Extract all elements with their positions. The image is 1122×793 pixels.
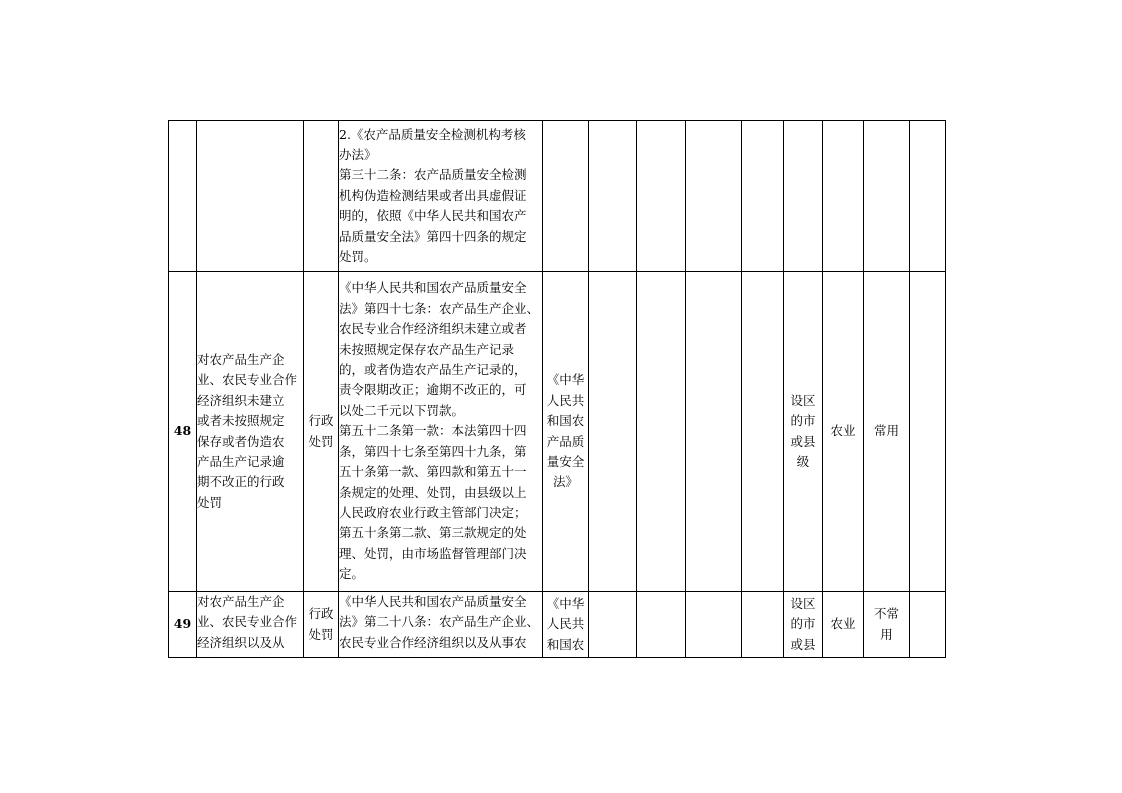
department-cell: 农业 [823,272,864,592]
empty-cell [589,121,637,272]
legal-basis-line: 人民政府农业行政主管部门决定； [339,504,527,520]
empty-cell [686,121,742,272]
empty-cell [637,592,686,658]
empty-cell [742,592,784,658]
enforcement-table [168,120,946,658]
empty-cell [589,272,637,592]
legal-basis-line: 定。 [339,566,365,582]
item-name-line: 保存或者伪造农 [197,433,285,449]
legal-basis-line: 农民专业合作经济组织未建立或者 [339,321,527,337]
level-cell [784,121,823,272]
legal-basis-cell [339,592,543,658]
empty-cell [589,592,637,658]
level-line: 级 [796,453,810,469]
law-name-line: 《中华 [546,595,585,611]
level-line: 或县 [790,636,816,652]
level-cell [784,272,823,592]
legal-basis-line: 机构伪造检测结果或者出具虚假证 [339,187,527,203]
department-cell: 农业 [823,592,864,658]
level-cell [784,592,823,658]
legal-basis-line: 农民专业合作经济组织以及从事农 [339,634,527,650]
legal-basis-line: 理、处罚，由市场监督管理部门决 [339,545,527,561]
legal-basis-line: 责令限期改正；逾期不改正的，可 [339,382,527,398]
legal-basis-line: 条规定的处理、处罚，由县级以上 [339,484,527,500]
usage-frequency-cell [864,121,910,272]
item-name-line: 对农产品生产企 [197,594,285,609]
empty-cell [686,272,742,592]
usage-line: 不常 [873,606,899,622]
usage-frequency-cell [864,592,910,658]
legal-basis-line: 第五十二条第一款：本法第四十四 [339,423,527,439]
empty-cell [686,592,742,658]
item-name-line: 业、农民专业合作 [197,372,298,388]
law-name-line: 法》 [552,474,578,490]
law-name-line: 量安全 [546,453,585,469]
level-line: 设区 [790,392,816,408]
empty-cell [637,272,686,592]
row-number: 48 [169,272,197,592]
table-row [169,592,946,658]
legal-basis-line: 品质量安全法》第四十四条的规定 [339,228,527,244]
law-name-line: 人民共 [546,392,585,408]
legal-basis-cell [339,121,543,272]
table-row [169,272,946,592]
law-name-cell [543,592,589,658]
empty-cell [910,121,946,272]
item-name-cell [197,121,304,272]
power-type-cell [304,592,339,658]
item-name-line: 期不改正的行政 [197,474,285,490]
power-type-line: 行政 [308,413,334,429]
usage-line: 常用 [873,423,899,439]
legal-basis-line: 五十条第一款、第四款和第五十一 [339,464,527,480]
power-type-line: 行政 [308,606,334,622]
law-name-line: 和国农 [546,636,585,652]
law-name-cell [543,272,589,592]
power-type-cell [304,272,339,592]
law-name-line: 产品质 [546,433,585,449]
legal-basis-line: 法》第四十七条：农产品生产企业、 [339,300,540,316]
row-number [169,121,197,272]
table-row [169,121,946,272]
power-type-line: 处罚 [308,626,334,642]
level-line: 或县 [790,433,816,449]
legal-basis-line: 第五十条第二款、第三款规定的处 [339,525,527,541]
legal-basis-line: 明的，依照《中华人民共和国农产 [339,208,527,224]
usage-frequency-cell [864,272,910,592]
level-line: 的市 [790,616,816,632]
law-name-line: 和国农 [546,413,585,429]
item-name-cell [197,592,304,658]
legal-basis-cell [339,272,543,592]
empty-cell [742,121,784,272]
item-name-line: 对农产品生产企 [197,351,285,367]
legal-basis-line: 法》第二十八条：农产品生产企业、 [339,614,540,630]
item-name-line: 经济组织未建立 [197,392,285,408]
power-type-line: 处罚 [308,433,334,449]
legal-basis-line: 《中华人民共和国农产品质量安全 [339,280,527,296]
usage-line: 用 [880,626,893,642]
power-type-cell [304,121,339,272]
legal-basis-line: 的，或者伪造农产品生产记录的， [339,362,527,378]
empty-cell [637,121,686,272]
item-name-line: 业、农民专业合作 [197,614,298,630]
legal-basis-line: 第三十二条：农产品质量安全检测 [339,167,527,183]
item-name-line: 产品生产记录逾 [197,453,285,469]
level-line: 的市 [790,413,816,429]
level-line: 设区 [790,595,816,611]
law-name-line: 《中华 [546,372,585,388]
item-name-line: 或者未按照规定 [197,413,285,429]
legal-basis-line: 2.《农产品质量安全检测机构考核 [339,126,526,142]
item-name-line: 处罚 [197,494,223,510]
empty-cell [910,592,946,658]
legal-basis-line: 未按照规定保存农产品生产记录 [339,341,515,357]
legal-basis-line: 处罚。 [339,249,377,265]
law-name-cell [543,121,589,272]
law-name-line: 人民共 [546,616,585,632]
empty-cell [910,272,946,592]
item-name-line: 经济组织以及从 [197,634,285,650]
item-name-cell [197,272,304,592]
legal-basis-line: 条，第四十七条至第四十九条，第 [339,443,527,459]
legal-basis-line: 办法》 [339,146,377,162]
department-cell [823,121,864,272]
empty-cell [742,272,784,592]
row-number: 49 [169,592,197,658]
legal-basis-line: 以处二千元以下罚款。 [339,402,465,418]
legal-basis-line: 《中华人民共和国农产品质量安全 [339,594,527,609]
